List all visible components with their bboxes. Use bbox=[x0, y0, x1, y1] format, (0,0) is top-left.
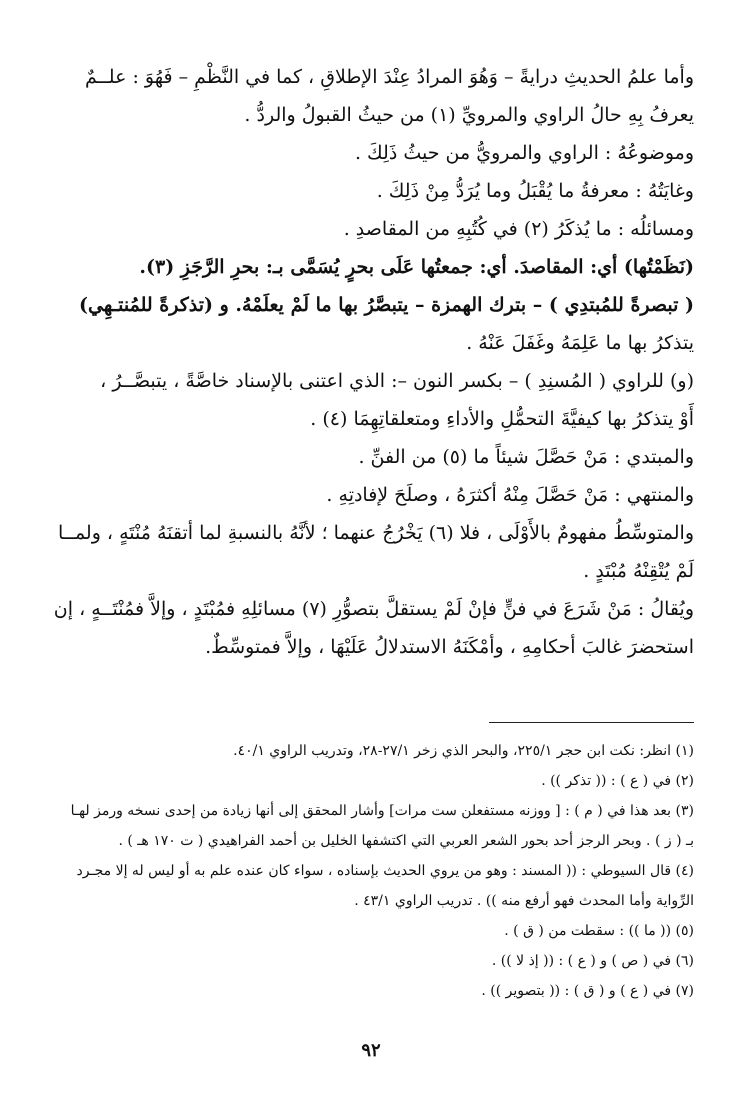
body-line: يتذكرُ بها ما عَلِمَهُ وغَفَلَ عَنْهُ . bbox=[466, 332, 694, 354]
footnote-separator bbox=[489, 722, 694, 723]
footnotes bbox=[52, 736, 694, 1006]
body-line: وأما علمُ الحديثِ درايةً – وَهُوَ المرادُ عِنْدَ الإطلاقِ ، كما في النَّظْمِ – فَهُوَ : علــمٌ bbox=[85, 66, 694, 88]
body-line: والمنتهي : مَنْ حَصَّلَ مِنْهُ أكثرَهُ ، وصلَحَ لإفادتِهِ . bbox=[326, 484, 694, 506]
body-line: يعرفُ بِهِ حالُ الراوي والمرويِّ (١) من حيثُ القبولُ والردُّ . bbox=[244, 104, 694, 126]
footnote: (٧) في ( ع ) و ( ق ) : (( بتصوير )) . bbox=[481, 983, 694, 999]
body-line: أَوْ يتذكرُ بها كيفيَّةَ التحمُّلِ والأداءِ ومتعلقاتِهِمَا (٤) . bbox=[310, 408, 694, 430]
footnote: (٣) بعد هذا في ( م ) : [ ووزنه مستفعلن ست مرات] وأشار المحقق إلى أنها زيادة من إحدى نسخه ورمز لهـا bbox=[70, 803, 694, 819]
footnote: بـ ( ز ) . وبحر الرجز أحد بحور الشعر العربي التي اكتشفها الخليل بن أحمد الفراهيدي ( ت ١٧٠ هـ ) . bbox=[118, 833, 694, 849]
body-line: (و) للراوي ( المُسنِدِ ) – بكسر النون –: الذي اعتنى بالإسناد خاصَّةً ، يتبصَّــرُ ، bbox=[100, 370, 694, 392]
page-number: ٩٢ bbox=[361, 1040, 381, 1061]
main-text bbox=[52, 58, 694, 666]
body-line: والمتوسِّطُ مفهومٌ بالأَوْلَى ، فلا (٦) يَخْرُجُ عنهما ؛ لأنَّهُ بالنسبةِ لما أتقنَهُ مُنْتَهٍ ، ولمــا bbox=[58, 522, 694, 544]
footnote: الرِّواية وأما المحدث فهو أرفع منه )) . تدريب الراوي ٤٣/١ . bbox=[354, 893, 694, 909]
footnote: (٥) (( ما )) : سقطت من ( ق ) . bbox=[504, 923, 694, 939]
footnote: (٢) في ( ع ) : (( تذكر )) . bbox=[541, 773, 694, 789]
footnote: (١) انظر: نكت ابن حجر ٢٢٥/١، والبحر الذي زخر ٢٧/١-٢٨، وتدريب الراوي ٤٠/١. bbox=[233, 743, 694, 759]
body-line: ومسائلُه : ما يُذكَرُ (٢) في كُتُبِهِ من المقاصدِ . bbox=[343, 218, 694, 240]
body-line: ( تبصرةً للمُبتدِي ) – بترك الهمزة – يتبصَّرُ بها ما لَمْ يعلَمْهُ. و (تذكرةً للمُنتـهِي) bbox=[79, 294, 694, 316]
body-line: وغايَتُهُ : معرفةُ ما يُقْبَلُ وما يُرَدُّ مِنْ ذَلِكَ . bbox=[376, 180, 694, 202]
body-line: ويُقالُ : مَنْ شَرَعَ في فنٍّ فإنْ لَمْ يستقلَّ بتصوُّرِ (٧) مسائلِهِ فمُبْتَدٍ ، وإلاَّ فمُنْتَــهٍ ، إن bbox=[53, 598, 694, 620]
body-line: (نَظَمْتُها) أي: المقاصدَ. أي: جمعتُها عَلَى بحرٍ يُسَمَّى بـ: بحرِ الرَّجَزِ (٣). bbox=[139, 256, 694, 278]
body-line: والمبتدي : مَنْ حَصَّلَ شيئاً ما (٥) من الفنِّ . bbox=[358, 446, 694, 468]
footnote: (٦) في ( ص ) و ( ع ) : (( إذ لا )) . bbox=[491, 953, 694, 969]
footnote: (٤) قال السيوطي : (( المسند : وهو من يروي الحديث بإسناده ، سواء كان عنده علم به أو ليس له إلا مجـرد bbox=[76, 863, 694, 879]
body-line: وموضوعُهُ : الراوي والمرويُّ من حيثُ ذَلِكَ . bbox=[354, 142, 694, 164]
body-line: استحضرَ غالبَ أحكامِهِ ، وأمْكَنَهُ الاستدلالُ عَلَيْهَا ، وإلاَّ فمتوسِّطٌ. bbox=[205, 636, 694, 658]
body-line: لَمْ يُتْقِنْهُ مُبْتَدٍ . bbox=[583, 560, 694, 582]
